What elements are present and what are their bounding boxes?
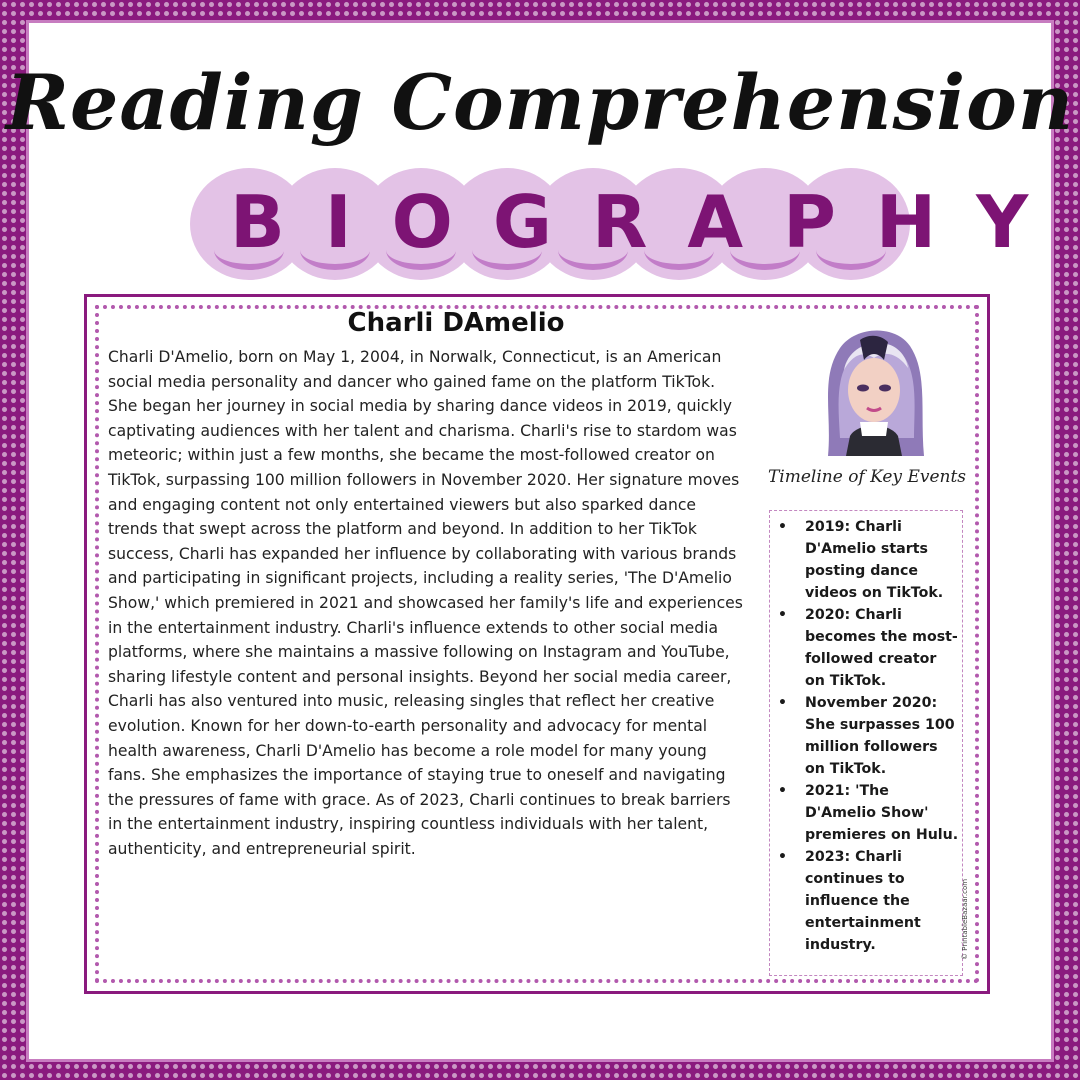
portrait-illustration [810,318,938,458]
timeline-list [775,516,959,956]
list-item [775,780,959,846]
list-item [775,604,959,692]
bullet-icon: • [778,695,787,711]
page-title: Reading Comprehension [5,58,1075,147]
biography-name: Charli DAmelio [347,308,565,338]
timeline-event: 2019: Charli D'Amelio starts posting dance videos on TikTok. [805,519,944,601]
bullet-icon: • [778,783,787,799]
bullet-icon: • [778,607,787,623]
timeline-event: 2020: Charli becomes the most-followed creator on TikTok. [805,607,958,689]
bullet-icon: • [778,849,787,865]
biography-text: Charli D'Amelio, born on May 1, 2004, in Norwalk, Connecticut, is an American social media personality and dancer who gained fame on the platform TikTok. She began her journey in social media by sharing dance videos in 2019, quickly captivating audiences with her talent and charisma. Charli's rise to stardom was meteoric; within just a few months, she became the most-followed creator on TikTok, surpassing 100 million followers in November 2020. Her signature moves and engaging content not only entertained viewers but also sparked dance trends that swept across the platform and beyond. In addition to her TikTok success, Charli has expanded her influence by collaborating with various brands and participating in significant projects, including a reality series, 'The D'Amelio Show,' which premiered in 2021 and showcased her family's life and experiences in the entertainment industry. Charli's influence extends to other social media platforms, where she maintains a massive following on Instagram and YouTube, sharing lifestyle content and personal insights. Beyond her social media career, Charli has also ventured into music, releasing singles that reflect her creative evolution. Known for her down-to-earth personality and advocacy for mental health awareness, Charli D'Amelio has become a role model for many young fans. She emphasizes the importance of staying true to oneself and navigating the pressures of fame with grace. As of 2023, Charli continues to break barriers in the entertainment industry, inspiring countless individuals with her talent, authenticity, and entrepreneurial spirit. [108,348,743,858]
bullet-icon: • [778,519,787,535]
timeline-event: 2023: Charli continues to influence the entertainment industry. [805,849,921,953]
page-subtitle: BIOGRAPHY [230,180,1069,264]
list-item [775,516,959,604]
list-item [775,846,959,956]
list-item [775,692,959,780]
timeline-event: November 2020: She surpasses 100 million followers on TikTok. [805,695,955,777]
timeline-event: 2021: 'The D'Amelio Show' premieres on Hulu. [805,783,959,843]
copyright-notice: © PrintableBazaar.com [961,878,969,960]
timeline-title: Timeline of Key Events [767,467,967,487]
